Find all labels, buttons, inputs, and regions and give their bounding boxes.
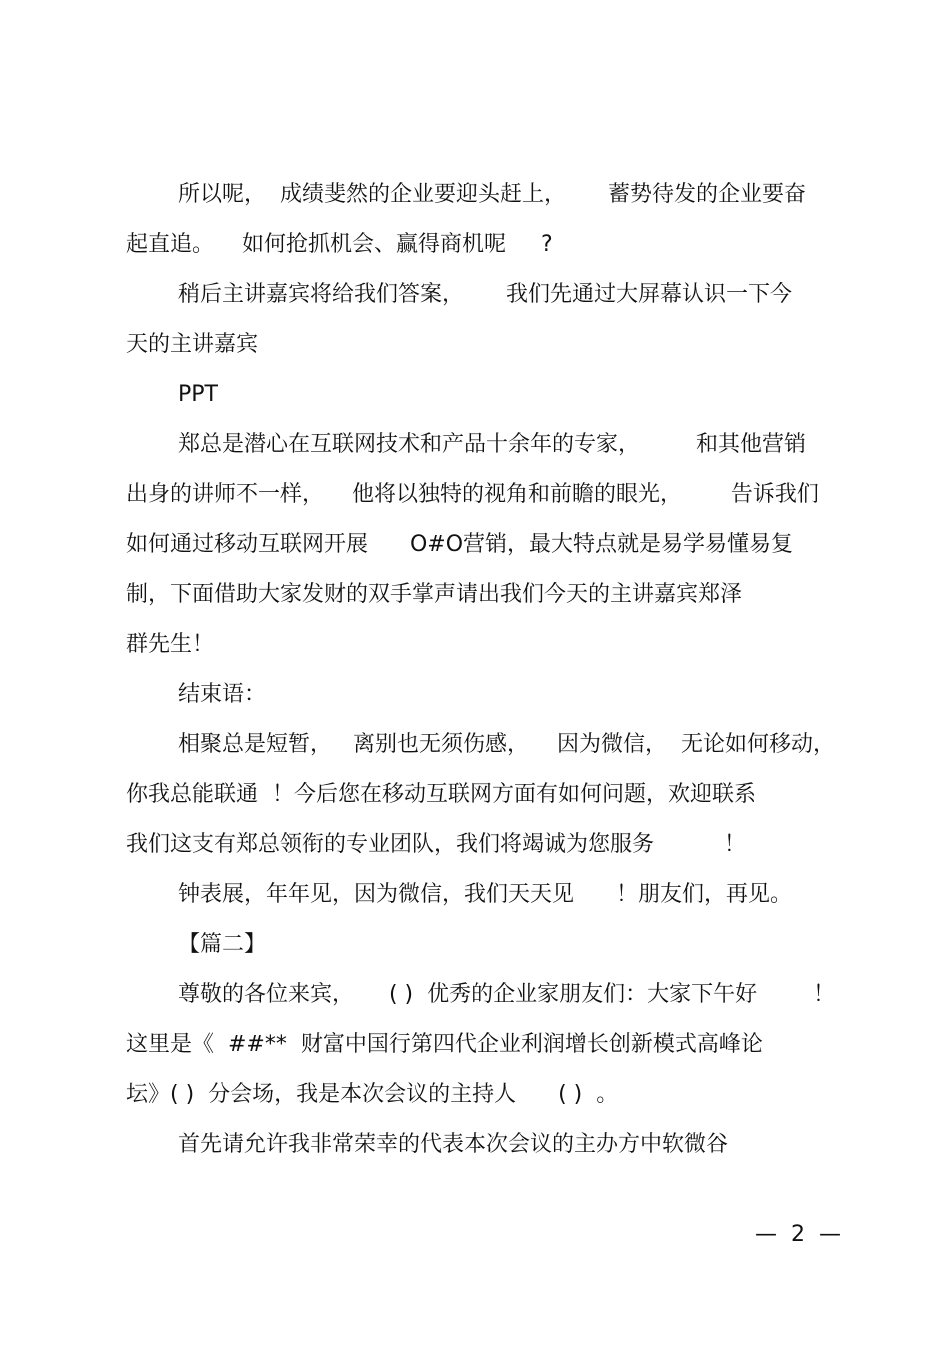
text-line: 你我总能联通 ！今后您在移动互联网方面有如何问题，欢迎联系 [126,782,756,807]
text-line: 起直追。 如何抢抓机会、赢得商机呢 ? [126,232,553,257]
section-label: 结束语： [178,682,267,707]
text-line: 尊敬的各位来宾， ( ) 优秀的企业家朋友们：大家下午好 ！ [178,982,836,1007]
text-line: 首先请允许我非常荣幸的代表本次会议的主办方中软微谷 [178,1132,729,1157]
text-line: 这里是《 ##** 财富中国行第四代企业利润增长创新模式高峰论 [126,1032,763,1057]
text-line: 如何通过移动互联网开展 O#O营销，最大特点就是易学易懂易复 [126,532,794,557]
section-heading: 【篇二】 [178,932,267,957]
text-line: 坛》( ) 分会场，我是本次会议的主持人 ( ) 。 [126,1082,619,1107]
text-line: PPT [178,382,218,407]
text-line: 出身的讲师不一样， 他将以独特的视角和前瞻的眼光， 告诉我们 [126,482,819,507]
text-line: 我们这支有郑总领衔的专业团队，我们将竭诚为您服务 ！ [126,832,746,857]
text-line: 稍后主讲嘉宾将给我们答案， 我们先通过大屏幕认识一下今 [178,282,792,307]
text-line: 所以呢， 成绩斐然的企业要迎头赶上， 蓄势待发的企业要奋 [178,182,806,207]
text-line: 制，下面借助大家发财的双手掌声请出我们今天的主讲嘉宾郑泽 [126,582,743,607]
text-line: 天的主讲嘉宾 [126,332,259,357]
text-line: 群先生！ [126,632,215,657]
text-line: 相聚总是短暂， 离别也无须伤感， 因为微信， 无论如何移动， [178,732,835,757]
text-line: 钟表展，年年见，因为微信，我们天天见 ！朋友们，再见。 [178,882,792,907]
page-number: — 2 — [755,1222,841,1247]
text-line: 郑总是潜心在互联网技术和产品十余年的专家， 和其他营销 [178,432,806,457]
